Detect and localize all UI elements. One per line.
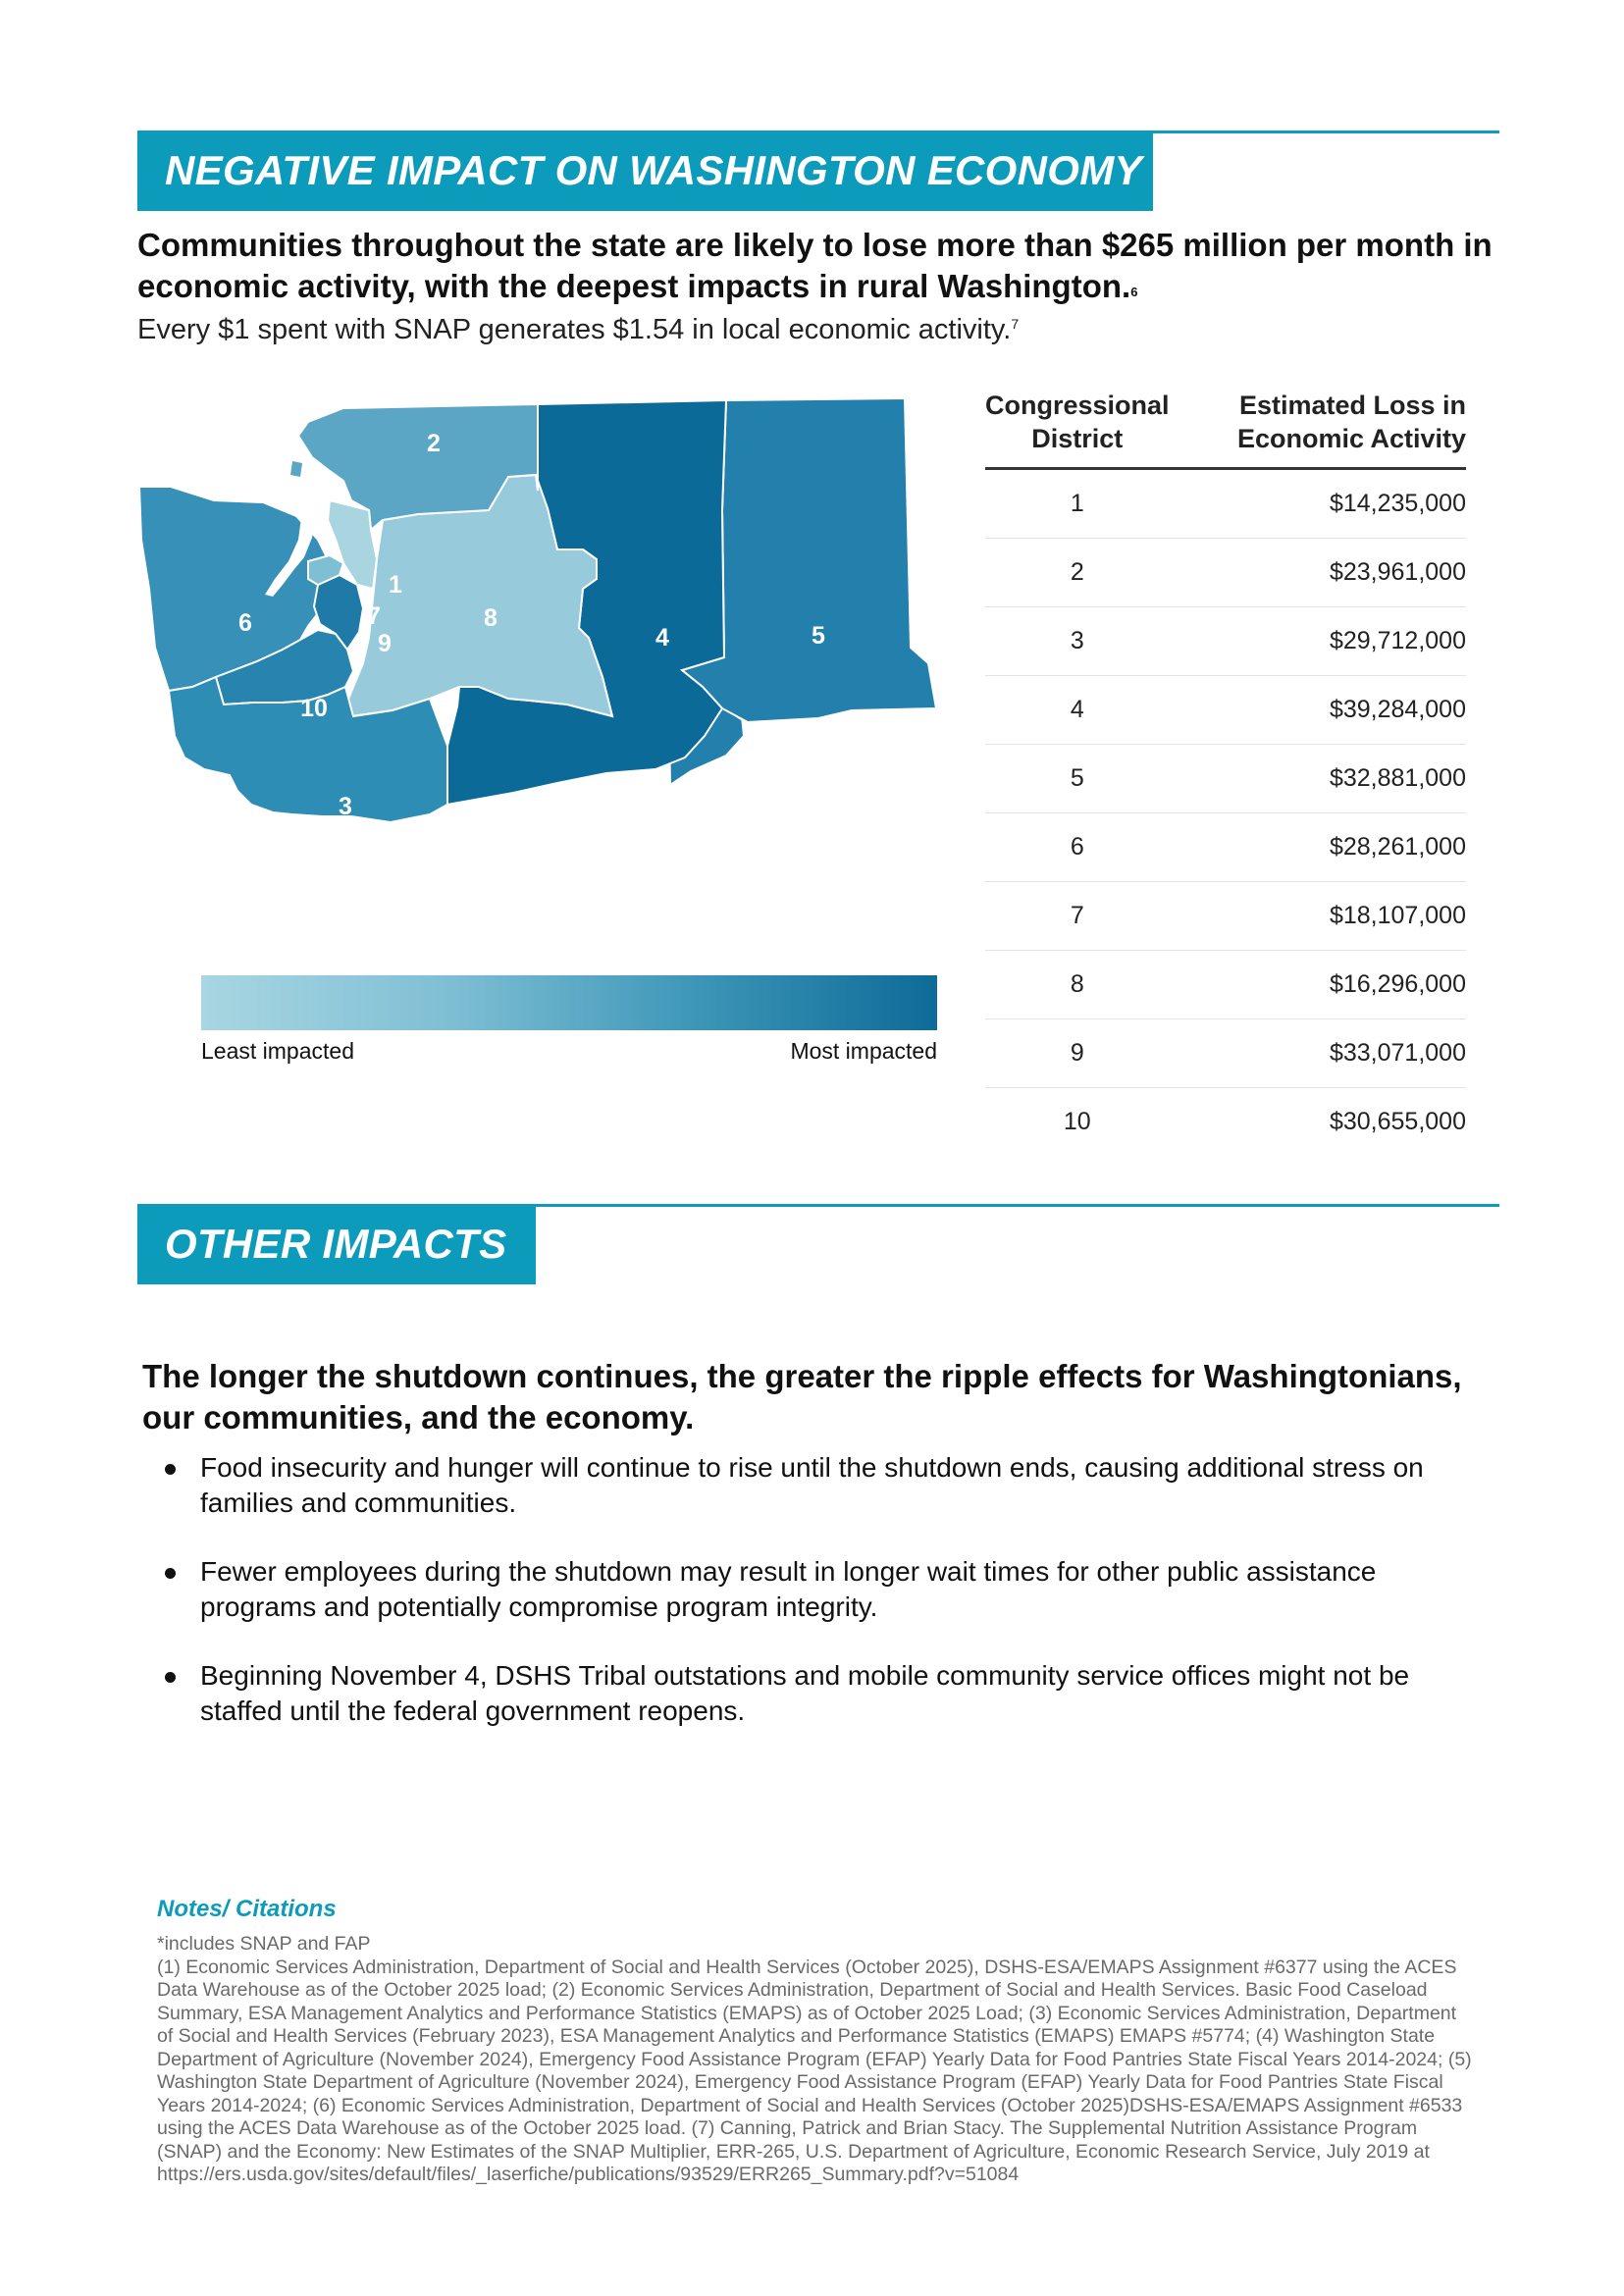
section1-headline [137,225,1511,307]
district-cell: 2 [985,539,1170,607]
table-row [985,539,1466,607]
district-label-2: 2 [427,430,441,457]
snap-multiplier-text: Every $1 spent with SNAP generates $1.54 in local economic activity. [137,314,1012,345]
section2-headline: The longer the shutdown continues, the greater the ripple effects for Washingtonians, our communities, and the economy. [142,1358,1462,1435]
section1-subline [137,314,1019,346]
bullet-text: Beginning November 4, DSHS Tribal outstations and mobile community service offices might not be staffed until the federal government reopens. [200,1660,1410,1726]
district-label-9: 9 [378,630,392,657]
district-cell: 8 [985,951,1170,1019]
loss-cell: $33,071,000 [1170,1019,1466,1088]
loss-cell: $23,961,000 [1170,539,1466,607]
impact-legend-gradient [201,975,937,1030]
loss-cell: $29,712,000 [1170,607,1466,676]
district-cell: 10 [1063,1108,1091,1135]
loss-cell: $28,261,000 [1170,813,1466,882]
section1-headline-text: Communities throughout the state are likely to lose more than $265 million per month in economic activity, with the deepest impacts in rural Washington. [137,227,1493,304]
bullet-text: Food insecurity and hunger will continue to rise until the shutdown ends, causing additional stress on families and communities. [200,1452,1424,1518]
legend-most-impacted: Most impacted [790,1038,937,1064]
district-label-5: 5 [812,622,825,650]
table-row [985,745,1466,813]
legend-least-impacted: Least impacted [201,1038,354,1064]
district-cell: 1 [985,469,1170,539]
table-row [985,1019,1466,1088]
notes-body [157,1933,1472,2187]
loss-cell: $18,107,000 [1170,882,1466,951]
bullet-dot-icon [165,1672,176,1683]
loss-cell: $32,881,000 [1170,745,1466,813]
economic-loss-table [985,385,1466,1156]
district-label-1: 1 [389,571,402,599]
table-row [985,882,1466,951]
district-label-6: 6 [238,609,252,637]
district-label-8: 8 [484,604,498,632]
bullet-dot-icon [165,1464,176,1475]
notes-title: Notes/ Citations [157,1896,337,1922]
loss-cell: $16,296,000 [1170,951,1466,1019]
bullet-text: Fewer employees during the shutdown may result in longer wait times for other public assistance programs and potentially compromise program integrity. [200,1556,1377,1622]
header-congressional-district: Congressional District [985,385,1170,469]
header-estimated-loss: Estimated Loss in Economic Activity [1170,385,1466,469]
district-cell: 6 [985,813,1170,882]
district-label-4: 4 [655,624,669,652]
footnote-ref-7: 7 [1011,316,1020,332]
section2-rule [510,1204,1499,1207]
district-cell: 3 [985,607,1170,676]
impact-bullet-list [165,1450,1460,1762]
district-label-3: 3 [339,793,352,820]
notes-citations: (1) Economic Services Administration, Department of Social and Health Services (October 2025), DSHS-ESA/EMAPS Assignment #6377 using the ACES Data Warehouse as of the October 2025 load; (2) Economic Services Administration, Department of Social and Health Services. Basic Food Caseload Summary, ESA Management Analytics and Performance Statistics (EMAPS) as of October 2025 Load; (3) Economic Services Administration, Department of Social and Health Services (February 2023), ESA Management Analytics and Performance Statistics (EMAPS) EMAPS #5774; (4) Washington State Department of Agriculture (November 2024), Emergency Food Assistance Program (EFAP) Yearly Data for Food Pantries State Fiscal Years 2014-2024; (5) Washington State Department of Agriculture (November 2024), Emergency Food Assistance Program (EFAP) Yearly Data for Food Pantries State Fiscal Years 2014-2024; (6) Economic Services Administration, Department of Social and Health Services (October 2025)DSHS-ESA/EMAPS Assignment #6533 using the ACES Data Warehouse as of the October 2025 load. (7) Canning, Patrick and Brian Stacy. The Supplemental Nutrition Assistance Program (SNAP) and the Economy: New Estimates of the SNAP Multiplier, ERR-265, U.S. Department of Agriculture, Economic Research Service, July 2019 at https://ers.usda.gov/sites/default/files/_laserfiche/publications/93529/ERR265_Summary.pdf?v=51084 [157,1956,1472,2185]
section1-rule [1128,130,1499,133]
district-cell: 7 [985,882,1170,951]
district-label-10: 10 [300,695,328,722]
loss-cell: $30,655,000 [1329,1108,1466,1135]
table-header-row [985,385,1466,469]
notes-includes-line: *includes SNAP and FAP [157,1933,371,1955]
list-item [165,1554,1460,1625]
footnote-ref-6: 6 [1130,285,1138,299]
loss-cell: $39,284,000 [1170,676,1466,745]
loss-cell: $14,235,000 [1170,469,1466,539]
district-cell: 9 [985,1019,1170,1088]
table-row [985,951,1466,1019]
table-row [985,813,1466,882]
list-item [165,1450,1460,1521]
district-cell: 5 [985,745,1170,813]
washington-district-map [135,392,950,922]
table-row [985,607,1466,676]
list-item [165,1658,1460,1729]
table-row [985,1088,1466,1157]
bullet-dot-icon [165,1568,176,1579]
section2-banner: OTHER IMPACTS [137,1204,536,1284]
district-cell: 4 [985,676,1170,745]
table-row [985,469,1466,539]
table-row [985,676,1466,745]
section1-banner: NEGATIVE IMPACT ON WASHINGTON ECONOMY [137,130,1153,211]
district-label-7: 7 [367,602,381,630]
